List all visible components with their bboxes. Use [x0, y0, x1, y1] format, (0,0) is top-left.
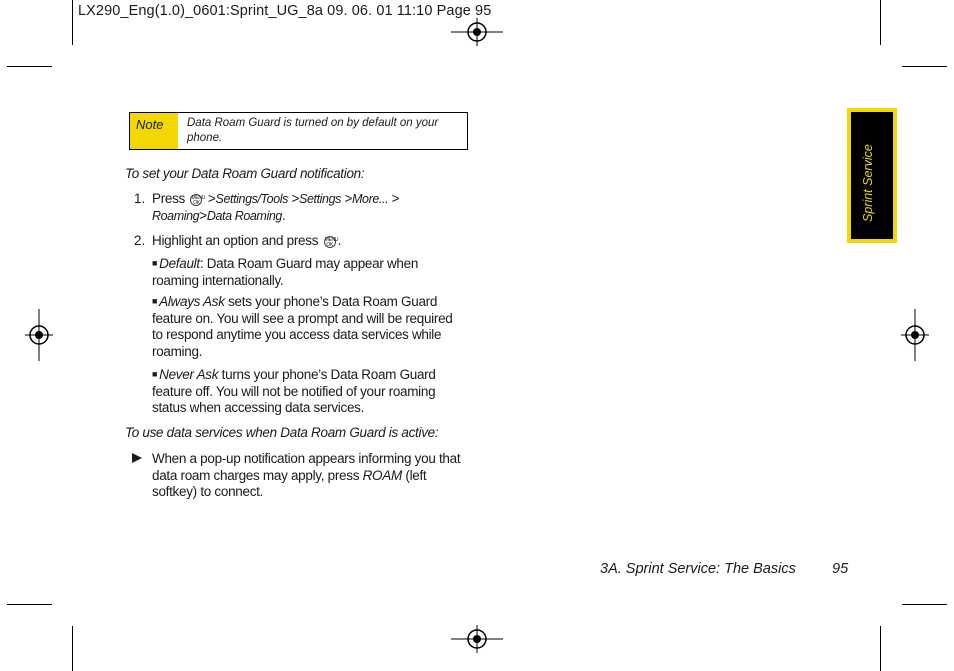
- section2-intro: To use data services when Data Roam Guard is active:: [125, 425, 439, 440]
- side-tab-inner: [851, 112, 893, 239]
- separator: >: [207, 191, 216, 206]
- side-tab-label: Sprint Service: [861, 144, 875, 222]
- step1-press: Press: [152, 191, 186, 206]
- option-term: Default: [159, 256, 200, 271]
- registration-mark-left-icon: [25, 309, 53, 361]
- option-desc: : Data Roam Guard may appear when roaming internationally.: [152, 256, 419, 288]
- crop-mark-top-left-h: [7, 66, 52, 67]
- crop-mark-bottom-right-h: [902, 604, 947, 605]
- registration-mark-top-icon: [451, 18, 503, 46]
- registration-mark-right-icon: [901, 309, 929, 361]
- step2-label: Highlight an option and press: [152, 233, 319, 248]
- menu-path-roaming: Roaming: [152, 208, 200, 223]
- menu-path-settings-tools: Settings/Tools: [215, 192, 288, 206]
- option-term: Never Ask: [159, 367, 219, 382]
- section-side-tab: [847, 108, 897, 243]
- separator: >: [391, 191, 400, 206]
- note-label: Note: [130, 113, 178, 149]
- menu-path-settings: Settings: [299, 192, 341, 206]
- crop-mark-top-left: [72, 0, 73, 45]
- option-desc: sets your phone’s Data Roam Guard feature on. You will see a prompt and will be required to respond anytime you access data services while roaming.: [152, 294, 453, 359]
- bullet-square-icon: ■: [152, 369, 158, 379]
- crop-mark-bottom-right: [880, 626, 881, 671]
- section2-text: [152, 451, 470, 501]
- arrow-bullet-icon: [132, 453, 142, 463]
- bullet-square-icon: ■: [152, 258, 158, 268]
- note-text: Data Roam Guard is turned on by default on your phone.: [187, 117, 439, 144]
- step2-text: [152, 233, 452, 250]
- menu-path-more: More...: [352, 192, 389, 206]
- list-item: [152, 293, 462, 360]
- menu-ok-icon: MENU OK: [324, 237, 339, 248]
- print-slug: LX290_Eng(1.0)_0601:Sprint_UG_8a 09. 06. 01 11:10 Page 95: [78, 3, 492, 19]
- crop-mark-bottom-left: [72, 626, 73, 671]
- list-item: [152, 255, 452, 289]
- option-term: Always Ask: [159, 294, 225, 309]
- menu-ok-icon: MENU OK: [191, 195, 205, 206]
- step1-number: 1.: [134, 191, 146, 206]
- footer-section-title: 3A. Sprint Service: The Basics: [600, 561, 796, 577]
- period: .: [337, 233, 342, 248]
- crop-mark-top-right: [880, 0, 881, 45]
- step1-text: [152, 191, 442, 224]
- registration-mark-bottom-icon: [451, 625, 503, 653]
- period: .: [281, 207, 286, 223]
- step2-number: 2.: [134, 233, 146, 248]
- separator: >: [291, 191, 300, 206]
- page-number: 95: [832, 561, 849, 577]
- crop-mark-bottom-left-h: [7, 604, 52, 605]
- list-item: [152, 366, 467, 417]
- separator: >: [199, 207, 207, 223]
- note-box: [129, 112, 468, 150]
- crop-mark-top-right-h: [902, 66, 947, 67]
- menu-path-data-roaming: Data Roaming: [206, 208, 282, 223]
- roam-softkey: ROAM: [362, 467, 402, 483]
- section1-intro: To set your Data Roam Guard notification:: [125, 166, 365, 181]
- separator: >: [344, 191, 353, 206]
- section2-text-after: (left softkey) to connect.: [152, 467, 427, 500]
- option-desc: turns your phone’s Data Roam Guard feature off. You will not be notified of your roaming status when accessing data services.: [152, 367, 436, 416]
- bullet-square-icon: ■: [152, 296, 158, 306]
- section2-text-before: When a pop-up notification appears informing you that data roam charges may apply, press: [152, 451, 461, 483]
